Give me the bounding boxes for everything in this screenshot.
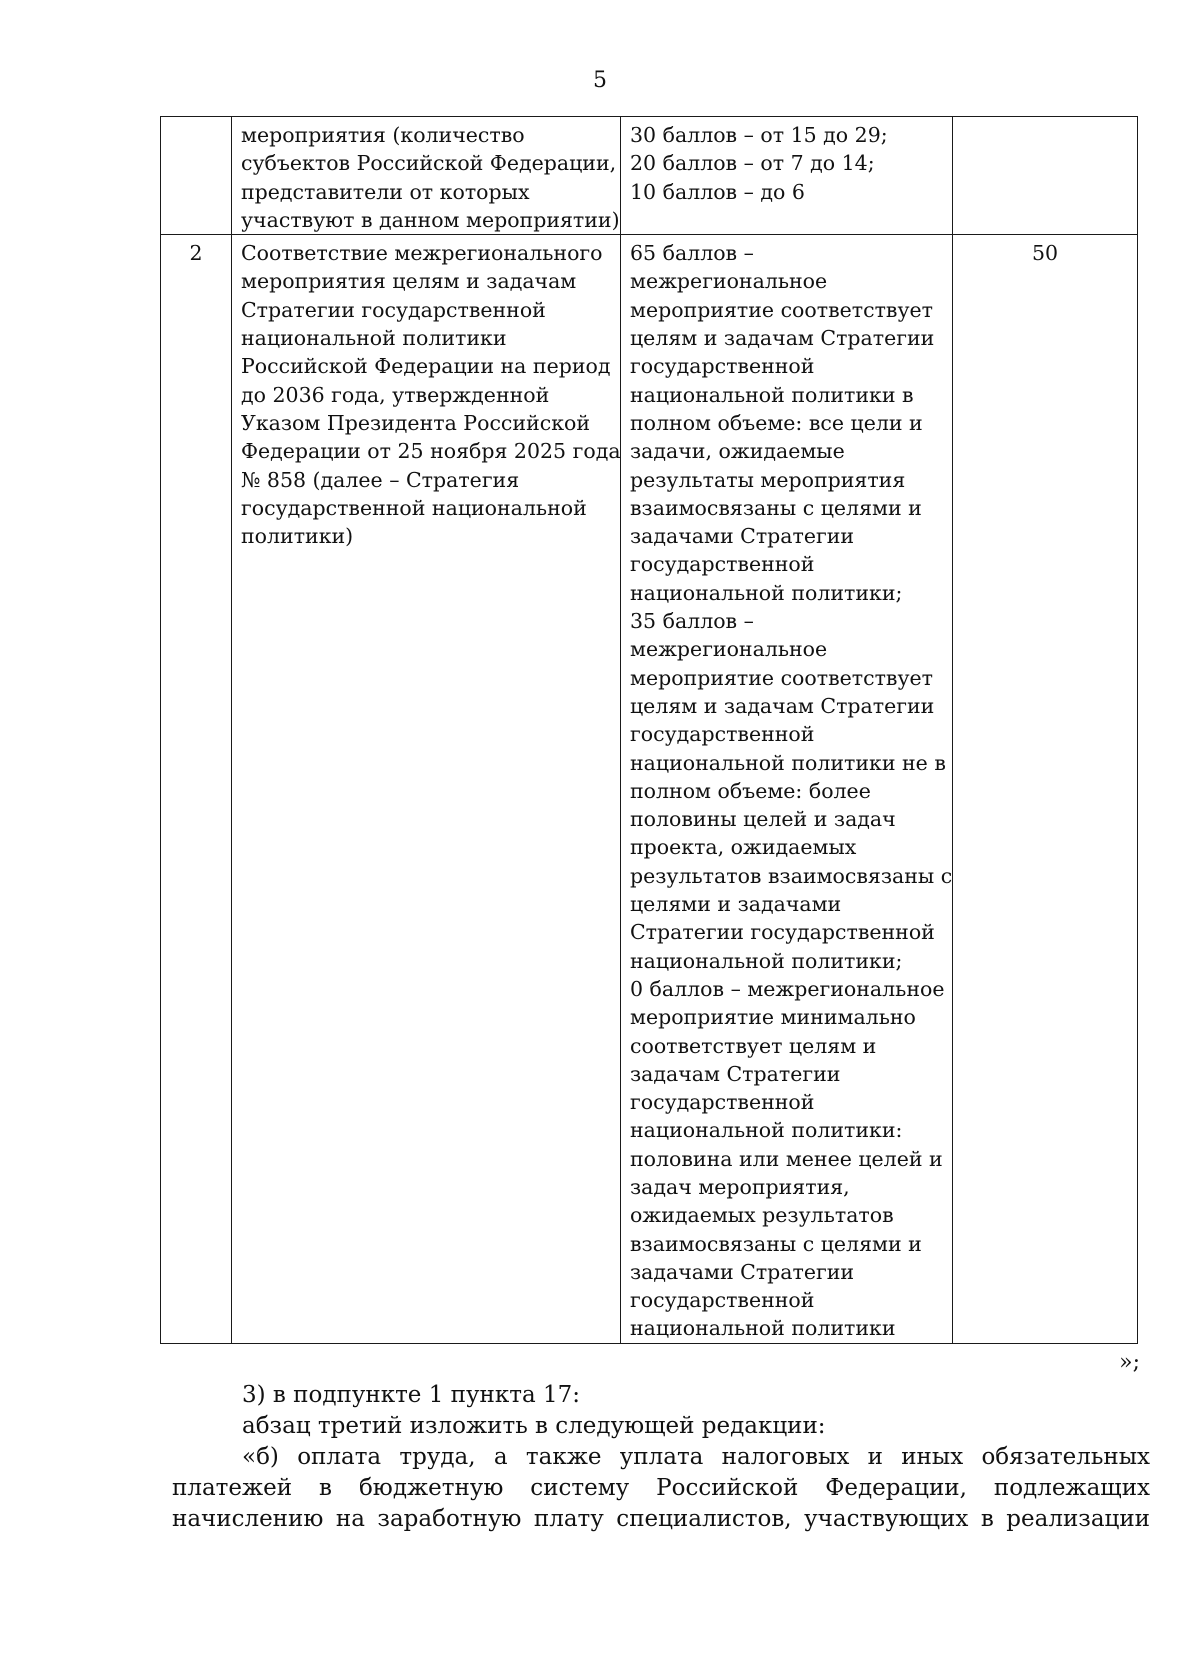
cell-text-line: национальной политики	[630, 1316, 896, 1341]
cell-text-line: половины целей и задач	[630, 807, 896, 832]
score-cell	[621, 117, 953, 235]
cell-text-line: Стратегии государственной	[630, 920, 935, 945]
cell-text-line: задачам Стратегии	[630, 1061, 841, 1086]
cell-text-line: задач мероприятия,	[630, 1174, 850, 1199]
cell-text-line: полном объеме: более	[630, 778, 871, 803]
paragraph-quote-line: платежей в бюджетную систему Российской Федерации, подлежащих	[172, 1475, 1150, 1501]
cell-text-line: мероприятие минимально	[630, 1005, 916, 1030]
cell-text-line: мероприятие соответствует	[630, 665, 933, 690]
cell-text-line: 20 баллов – от 7 до 14;	[630, 151, 875, 176]
page-number: 5	[593, 68, 607, 93]
cell-text-line: целями и задачами	[630, 892, 842, 917]
cell-text-line: субъектов Российской Федерации,	[241, 151, 617, 176]
cell-text-line: мероприятия (количество	[241, 123, 525, 147]
cell-text-line: целям и задачам Стратегии	[630, 326, 935, 351]
cell-text-line: 10 баллов – до 6	[630, 179, 805, 204]
cell-text-line: задачами Стратегии	[630, 524, 855, 549]
cell-text-line: целям и задачам Стратегии	[630, 693, 935, 718]
cell-text-line: национальной политики:	[630, 1118, 903, 1143]
cell-text-line: участвуют в данном мероприятии)	[241, 207, 620, 232]
cell-text-line: межрегиональное	[630, 269, 828, 294]
cell-text-line: мероприятие соответствует	[630, 297, 933, 322]
paragraph-instruction: абзац третий изложить в следующей редакции:	[242, 1413, 826, 1439]
criterion-cell	[232, 235, 621, 1344]
paragraph-quote-line: «б) оплата труда, а также уплата налоговых и иных обязательных	[242, 1444, 1150, 1470]
cell-text-line: политики)	[241, 524, 354, 549]
cell-text-line: 30 баллов – от 15 до 29;	[630, 123, 888, 147]
cell-text-line: ожидаемых результатов	[630, 1203, 894, 1228]
cell-text-line: задачами Стратегии	[630, 1259, 855, 1284]
cell-text-line: государственной	[630, 354, 815, 379]
cell-text-line: государственной	[630, 1090, 815, 1115]
cell-text-line: мероприятия целям и задачам	[241, 269, 577, 294]
criteria-table	[160, 116, 1138, 1344]
cell-text-line: государственной	[630, 722, 815, 747]
cell-text-line: национальной политики;	[630, 948, 903, 973]
table-row	[161, 235, 1138, 1344]
cell-text-line: № 858 (далее – Стратегия	[241, 467, 520, 492]
cell-text-line: до 2036 года, утвержденной	[241, 382, 550, 407]
cell-text-line: межрегиональное	[630, 637, 828, 662]
criterion-cell	[232, 117, 621, 235]
cell-text-line: взаимосвязаны с целями и	[630, 495, 922, 520]
row-number	[161, 117, 232, 235]
cell-text-line: государственной	[630, 1288, 815, 1313]
cell-text-line: государственной	[630, 552, 815, 577]
cell-text-line: половина или менее целей и	[630, 1146, 943, 1171]
cell-text-line: проекта, ожидаемых	[630, 835, 857, 860]
cell-text-line: Стратегии государственной	[241, 297, 546, 322]
max-score-cell	[953, 117, 1138, 235]
cell-text-line: представители от которых	[241, 179, 530, 204]
paragraph-subpoint: 3) в подпункте 1 пункта 17:	[242, 1382, 581, 1408]
cell-text-line: взаимосвязаны с целями и	[630, 1231, 922, 1256]
cell-text-line: национальной политики в	[630, 382, 914, 407]
closing-quote: »;	[1119, 1350, 1140, 1375]
cell-text-line: 65 баллов –	[630, 241, 754, 266]
cell-text-line: Федерации от 25 ноября 2025 года	[241, 439, 621, 464]
cell-text-line: результатов взаимосвязаны с	[630, 863, 953, 888]
cell-text-line: результаты мероприятия	[630, 467, 906, 492]
table-row	[161, 117, 1138, 235]
cell-text-line: национальной политики	[241, 326, 507, 351]
row-number: 2	[161, 235, 232, 1344]
cell-text-line: национальной политики не в	[630, 750, 946, 775]
cell-text-line: задачи, ожидаемые	[630, 439, 845, 464]
cell-text-line: Указом Президента Российской	[241, 410, 591, 435]
cell-text-line: 35 баллов –	[630, 609, 754, 634]
cell-text-line: национальной политики;	[630, 580, 903, 605]
cell-text-line: Соответствие межрегионального	[241, 241, 603, 266]
cell-text-line: соответствует целям и	[630, 1033, 877, 1058]
score-cell	[621, 235, 953, 1344]
cell-text-line: государственной национальной	[241, 495, 587, 520]
amendment-text	[172, 1380, 1150, 1535]
max-score-cell: 50	[953, 235, 1138, 1344]
cell-text-line: полном объеме: все цели и	[630, 410, 923, 435]
cell-text-line: 0 баллов – межрегиональное	[630, 976, 945, 1001]
paragraph-quote-line: начислению на заработную плату специалистов, участвующих в реализации	[172, 1506, 1150, 1532]
cell-text-line: Российской Федерации на период	[241, 354, 611, 379]
